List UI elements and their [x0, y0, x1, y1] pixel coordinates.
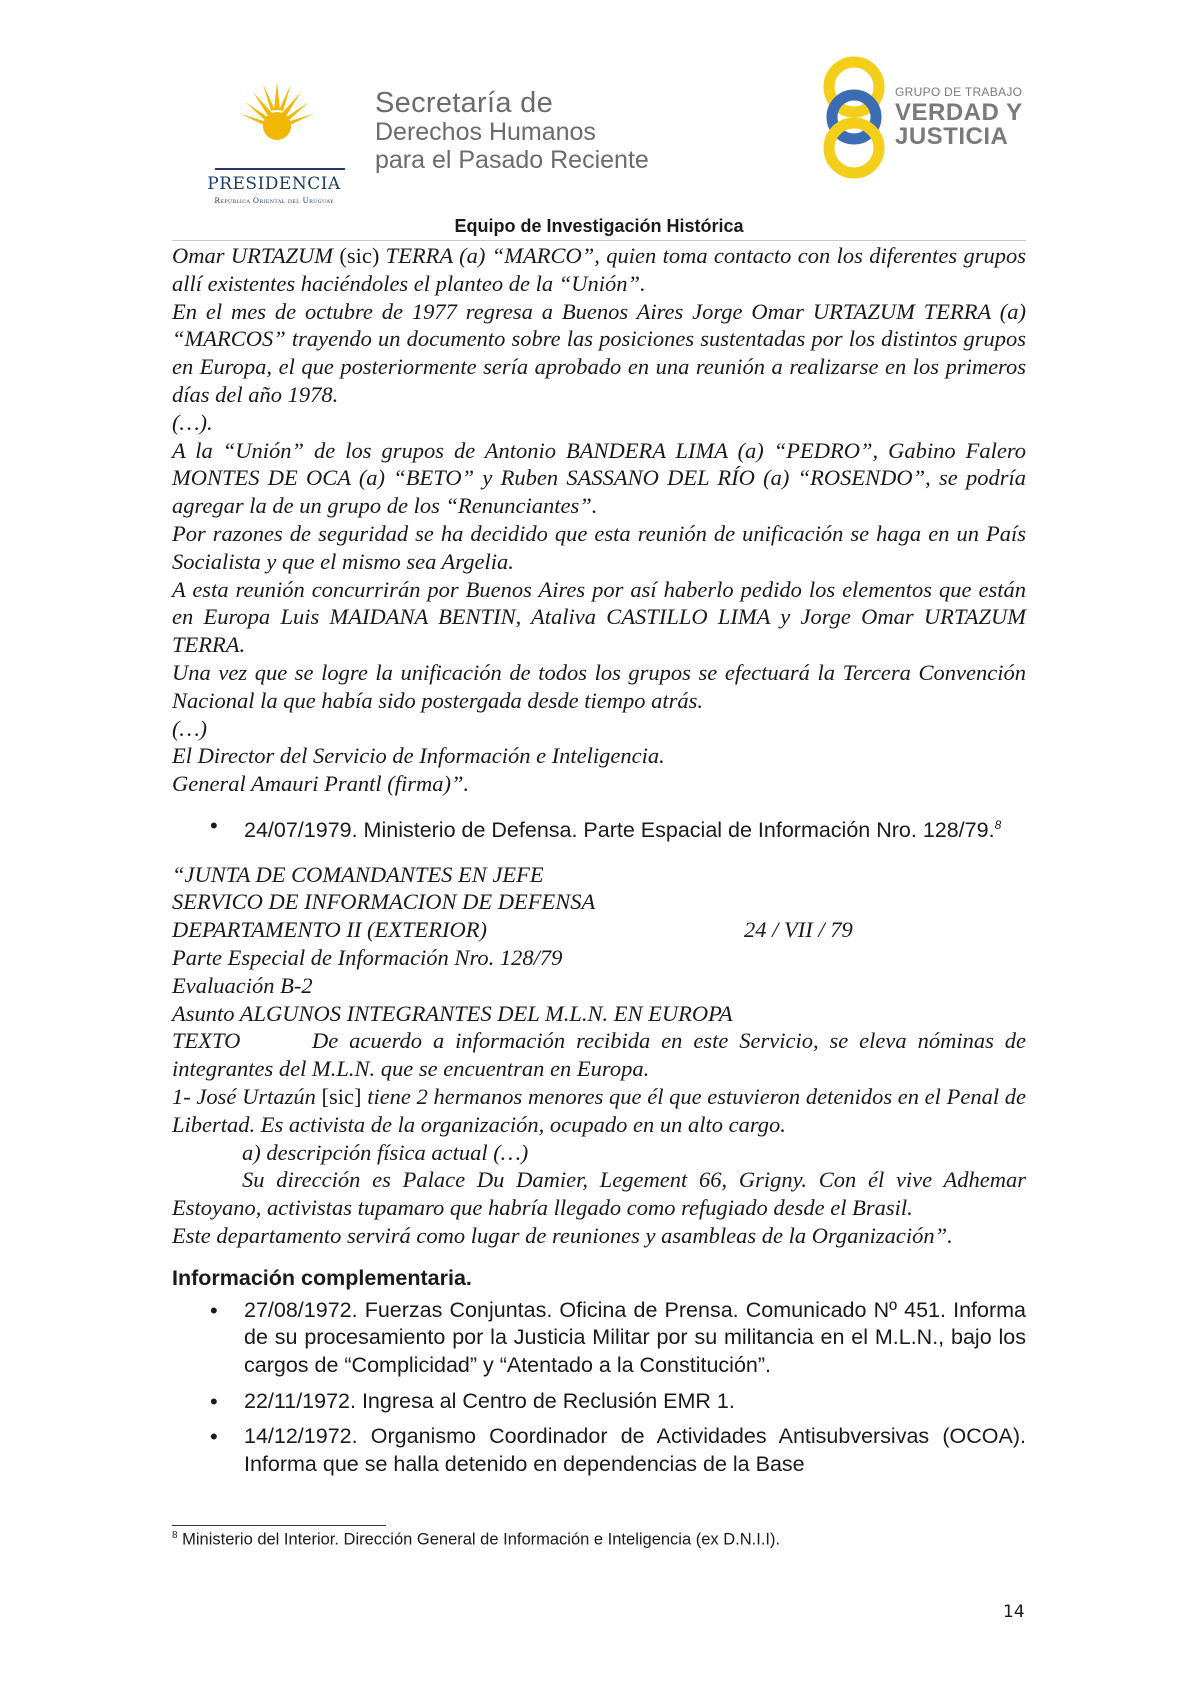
footnote-rule — [172, 1525, 386, 1526]
quote2-line7 — [172, 1027, 1026, 1083]
quote1-paragraph6: A esta reunión concurrirán por Buenos Aires por así haberlo pedido los elementos que están en Europa Luis MAIDANA BENTIN, Ataliva CASTILLO LIMA y Jorge Omar URTAZUM TERRA. — [172, 576, 1026, 658]
section-title: Información complementaria. — [172, 1265, 472, 1290]
quote2-line10: Su dirección es Palace Du Damier, Legement 66, Grigny. Con él vive Adhemar Estoyano, activistas tupamaro que habría llegado como refugiado desde el Brasil. — [172, 1167, 1026, 1221]
quote2-line6: Asunto ALGUNOS INTEGRANTES DEL M.L.N. EN EUROPA — [172, 1000, 733, 1026]
quote2-line3 — [172, 916, 1026, 944]
secretaria-line3: para el Pasado Reciente — [375, 146, 649, 174]
presidencia-name: PRESIDENCIA — [207, 174, 341, 194]
quote1-p1-b: TERRA (a) “MARCO”, quien toma contacto con los diferentes grupos allí existentes haciéndoles el planteo de la “Unión”. — [172, 243, 1026, 296]
footnote — [172, 1530, 780, 1550]
footnote-ref: 8 — [994, 817, 1002, 832]
secretaria-line1: Secretaría de — [375, 87, 553, 119]
info-item-2: • 22/11/1972. Ingresa al Centro de Reclusión EMR 1. — [172, 1388, 1026, 1416]
secretaria-line2: Derechos Humanos — [375, 118, 596, 146]
presidencia-rule — [215, 168, 345, 170]
quote2-line1: “JUNTA DE COMANDANTES EN JEFE — [172, 861, 544, 887]
quote1-paragraph1 — [172, 242, 1026, 298]
quote2-l8-a: 1- José Urtazún — [172, 1084, 322, 1110]
quote2-l8-b: tiene 2 hermanos menores que él que estuvieron detenidos en el Penal de Libertad. Es activista de la organización, ocupado en un alto cargo. — [172, 1084, 1026, 1137]
quote2-line2: SERVICO DE INFORMACION DE DEFENSA — [172, 889, 596, 915]
secretaria-logo-text — [375, 88, 649, 174]
quote2-dept: DEPARTAMENTO II (EXTERIOR) — [172, 917, 487, 943]
quote2-block — [172, 861, 1026, 1250]
info-item-1: • 27/08/1972. Fuerzas Conjuntas. Oficina de Prensa. Comunicado Nº 451. Informa de su procesamiento por la Justicia Militar por su militancia en el M.L.N., bajo los cargos de “Complicidad” y “Atentado a la Constitución”. — [172, 1297, 1026, 1380]
bullet-1979 — [172, 812, 1026, 845]
header-rule — [172, 240, 1026, 241]
grupo-title-line1: VERDAD Y — [895, 99, 1023, 126]
linked-rings-icon — [820, 55, 890, 180]
footnote-number: 8 — [172, 1530, 178, 1541]
document-body — [172, 242, 1026, 1478]
grupo-title-line2: JUSTICIA — [895, 123, 1009, 150]
page-header — [0, 50, 1190, 205]
page-number: 14 — [1003, 1602, 1025, 1622]
sic-marker-2: [sic] — [321, 1084, 362, 1110]
quote1-paragraph7: Una vez que se logre la unificación de todos los grupos se efectuará la Tercera Convención Nacional la que había sido postergada desde tiempo atrás. — [172, 659, 1026, 713]
grupo-title — [895, 101, 1023, 149]
quote2-line4: Parte Especial de Información Nro. 128/79 — [172, 945, 563, 971]
quote1-paragraph2: En el mes de octubre de 1977 regresa a Buenos Aires Jorge Omar URTAZUM TERRA (a) “MARCOS” trayendo un documento sobre las posiciones sustentadas por los distintos grupos en Europa, el que posteriormente sería aprobado en una reunión a realizarse en los primeros días del año 1978. — [172, 298, 1026, 407]
quote1-paragraph9: El Director del Servicio de Información e Inteligencia. — [172, 743, 665, 769]
texto-body: De acuerdo a información recibida en este Servicio, se eleva nóminas de integrantes del M.L.N. que se encuentran en Europa. — [172, 1028, 1026, 1082]
quote2-line5: Evaluación B-2 — [172, 972, 313, 998]
bullet-1979-text: 24/07/1979. Ministerio de Defensa. Parte Espacial de Información Nro. 128/79. — [244, 818, 995, 843]
grupo-small-label: GRUPO DE TRABAJO — [895, 85, 1023, 99]
quote2-line11: Este departamento servirá como lugar de reuniones y asambleas de la Organización”. — [172, 1223, 953, 1249]
presidencia-subtitle: República Oriental del Uruguay — [214, 196, 334, 205]
quote1-paragraph8: (…) — [172, 715, 207, 741]
sun-icon — [239, 80, 315, 156]
quote2-date: 24 / VII / 79 — [744, 917, 853, 943]
quote1-paragraph10: General Amauri Prantl (firma)”. — [172, 771, 470, 797]
info-item-3: • 14/12/1972. Organismo Coordinador de Actividades Antisubversivas (OCOA). Informa que se halla detenido en dependencias de la Base — [172, 1423, 1026, 1478]
running-head: Equipo de Investigación Histórica — [454, 216, 744, 236]
quote1-paragraph4: A la “Unión” de los grupos de Antonio BANDERA LIMA (a) “PEDRO”, Gabino Falero MONTES DE OCA (a) “BETO” y Ruben SASSANO DEL RÍO (a) “ROSENDO”, se podría agregar la de un grupo de los “Renunciantes”. — [172, 437, 1026, 519]
footnote-text: Ministerio del Interior. Dirección General de Información e Inteligencia (ex D.N.I.I). — [177, 1530, 781, 1549]
quote2-line9: a) descripción física actual (…) — [242, 1139, 529, 1165]
quote1-paragraph5: Por razones de seguridad se ha decidido que esta reunión de unificación se haga en un País Socialista y que el mismo sea Argelia. — [172, 520, 1026, 574]
presidencia-logo — [195, 80, 355, 230]
quote1-paragraph3: (…). — [172, 409, 213, 435]
texto-label: TEXTO — [172, 1028, 241, 1054]
quote1-p1-a: Omar URTAZUM — [172, 243, 340, 268]
verdad-justicia-logo — [820, 55, 1040, 185]
quote2-line8 — [172, 1083, 1026, 1139]
sic-marker: (sic) — [339, 243, 380, 268]
